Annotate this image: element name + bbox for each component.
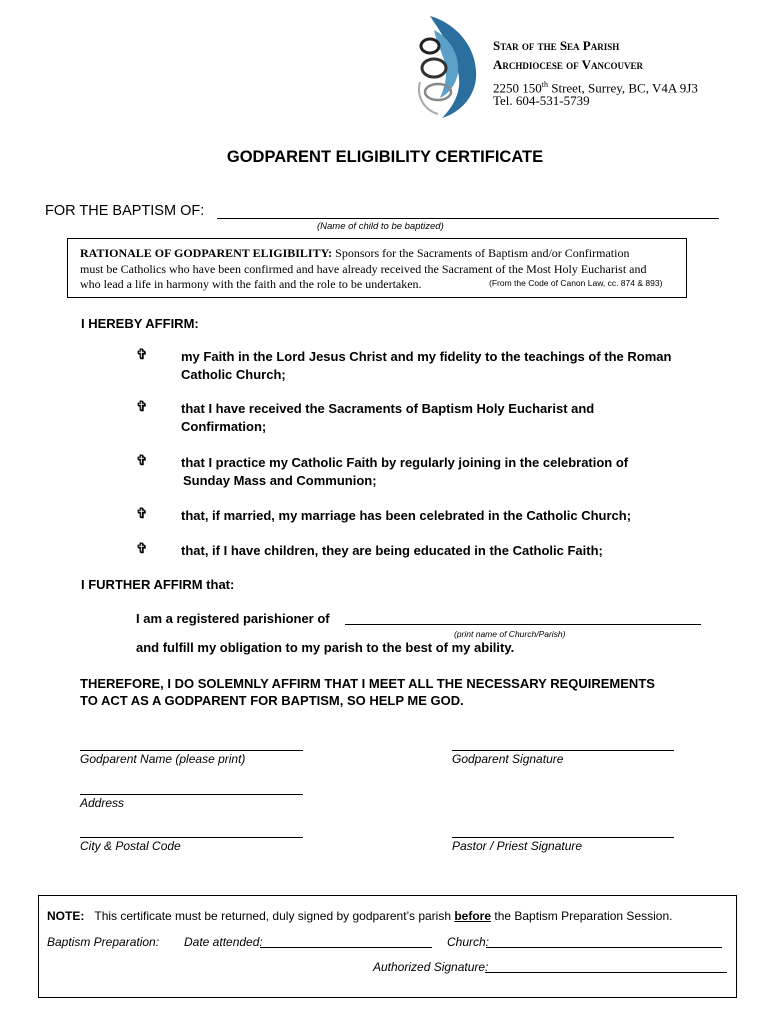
note-text: NOTE: This certificate must be returned, duly signed by godparent’s parish before the Baptism Preparation Session. <box>47 909 673 923</box>
cross-icon: ✞ <box>136 400 148 415</box>
parish-name-field[interactable] <box>345 624 701 625</box>
date-attended-label: Date attended: <box>184 935 263 949</box>
godparent-signature-field[interactable] <box>452 750 674 751</box>
further-affirm-heading: I FURTHER AFFIRM that: <box>81 577 235 592</box>
rationale-line-1: RATIONALE OF GODPARENT ELIGIBILITY: Sponsors for the Sacraments of Baptism and/or Confirmation <box>80 246 630 260</box>
archdiocese-name: Archdiocese of Vancouver <box>493 57 644 72</box>
page-title: GODPARENT ELIGIBILITY CERTIFICATE <box>226 148 544 166</box>
city-postal-field[interactable] <box>80 837 303 838</box>
baptism-label: FOR THE BAPTISM OF: <box>45 203 205 219</box>
parish-name: Star of the Sea Parish <box>493 38 620 53</box>
child-name-hint: (Name of child to be baptized) <box>317 221 444 232</box>
pastor-signature-label: Pastor / Priest Signature <box>452 839 583 853</box>
parish-logo <box>412 12 484 124</box>
cross-icon: ✞ <box>136 454 148 469</box>
address-field[interactable] <box>80 794 303 795</box>
parishioner-label: I am a registered parishioner of <box>136 611 330 626</box>
canon-law-citation: (From the Code of Canon Law, cc. 874 & 893) <box>489 278 663 288</box>
pastor-signature-field[interactable] <box>452 837 674 838</box>
church-label: Church: <box>447 935 490 949</box>
date-attended-field[interactable] <box>260 947 432 948</box>
affirm-item-1: my Faith in the Lord Jesus Christ and my fidelity to the teachings of the Roman Catholic Church; <box>181 349 672 382</box>
godparent-name-label: Godparent Name (please print) <box>80 752 246 766</box>
authorized-signature-field[interactable] <box>485 972 727 973</box>
baptism-prep-label: Baptism Preparation: <box>47 935 160 949</box>
affirm-heading: I HEREBY AFFIRM: <box>81 316 199 331</box>
rationale-line-3: who lead a life in harmony with the faith and the role to be undertaken. <box>80 277 422 291</box>
parish-address: 2250 150th Street, Surrey, BC, V4A 9J3 <box>493 80 698 96</box>
cross-icon: ✞ <box>136 507 148 522</box>
cross-icon: ✞ <box>136 542 148 557</box>
godparent-name-field[interactable] <box>80 750 303 751</box>
city-postal-label: City & Postal Code <box>80 839 181 853</box>
cross-icon: ✞ <box>136 348 148 363</box>
parish-telephone: Tel. 604-531-5739 <box>493 93 590 108</box>
affirm-item-3: that I practice my Catholic Faith by regularly joining in the celebration of Sunday Mass and Communion; <box>181 455 629 488</box>
child-name-field[interactable] <box>217 218 719 219</box>
authorized-signature-label: Authorized Signature: <box>373 960 489 974</box>
godparent-signature-label: Godparent Signature <box>452 752 564 766</box>
affirm-item-5: that, if I have children, they are being educated in the Catholic Faith; <box>181 543 603 558</box>
obligation-text: and fulfill my obligation to my parish to the best of my ability. <box>136 640 515 655</box>
church-field[interactable] <box>486 947 722 948</box>
address-label: Address <box>80 796 125 810</box>
solemn-affirmation: THEREFORE, I DO SOLEMNLY AFFIRM THAT I MEET ALL THE NECESSARY REQUIREMENTS TO ACT AS A GODPARENT FOR BAPTISM, SO HELP ME GOD. <box>80 676 655 708</box>
rationale-line-2: must be Catholics who have been confirmed and have already received the Sacrament of the Most Holy Eucharist and <box>80 262 647 276</box>
affirm-item-4: that, if married, my marriage has been celebrated in the Catholic Church; <box>181 508 632 523</box>
affirm-item-2: that I have received the Sacraments of Baptism Holy Eucharist and Confirmation; <box>181 401 595 434</box>
parish-name-hint: (print name of Church/Parish) <box>454 629 566 639</box>
